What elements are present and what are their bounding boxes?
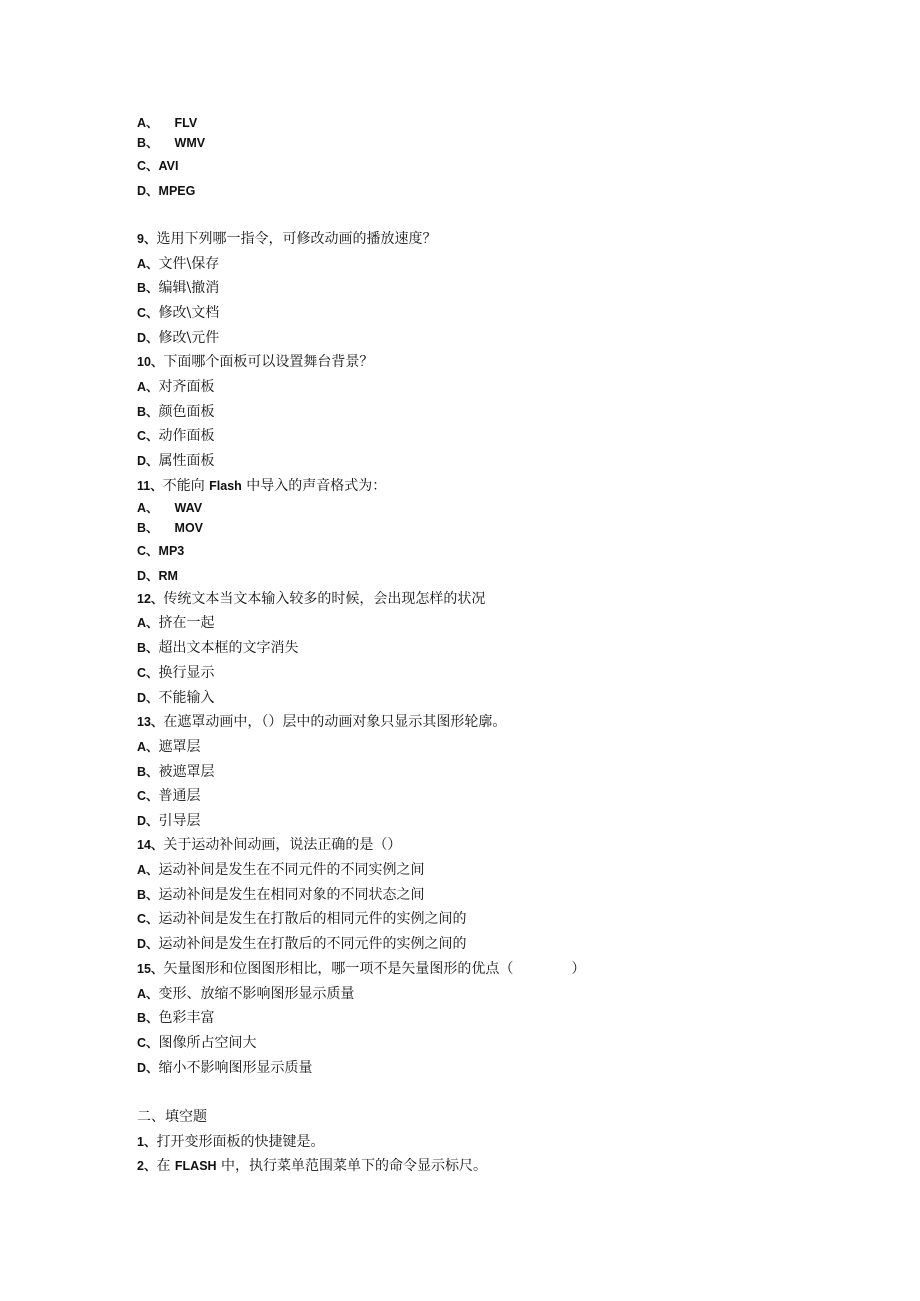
item-key: C、 <box>137 429 159 443</box>
item-key: A、 <box>137 257 159 271</box>
question-line <box>137 1009 215 1027</box>
question-line <box>137 590 485 608</box>
item-text: 超出文本框的文字消失 <box>158 640 299 656</box>
question-line <box>137 157 178 175</box>
item-key: 13、 <box>137 715 164 729</box>
item-text: 挤在一起 <box>158 615 215 631</box>
item-text: 打开变形面板的快捷键是。 <box>156 1134 325 1150</box>
item-text: 动作面板 <box>158 428 215 444</box>
item-text: 色彩丰富 <box>158 1010 215 1026</box>
question-line <box>137 353 373 371</box>
item-text: 普通层 <box>158 788 201 804</box>
question-line <box>137 1059 313 1077</box>
item-key: B、 <box>137 1011 159 1025</box>
item-key: D、 <box>137 331 159 345</box>
item-text: 矢量图形和位图图形相比，哪一项不是矢量图形的优点（ <box>163 961 514 977</box>
question-line <box>137 1034 257 1052</box>
item-text: 属性面板 <box>158 453 215 469</box>
question-line <box>137 114 197 132</box>
item-key: D、 <box>137 1061 159 1075</box>
question-line <box>137 567 178 585</box>
item-text: 运动补间是发生在不同元件的不同实例之间 <box>158 862 425 878</box>
question-line <box>137 304 219 322</box>
item-key: B、 <box>137 521 159 535</box>
item-key: 1、 <box>137 1135 157 1149</box>
question-line <box>137 329 219 347</box>
item-key: C、 <box>137 544 159 558</box>
item-key: D、 <box>137 937 159 951</box>
item-key: A、 <box>137 116 159 130</box>
item-key: C、 <box>137 1036 159 1050</box>
question-line <box>137 738 201 756</box>
question-line <box>137 664 215 682</box>
item-key: C、 <box>137 306 159 320</box>
item-key: C、 <box>137 666 159 680</box>
item-text: 缩小不影响图形显示质量 <box>158 1060 313 1076</box>
item-key: A、 <box>137 616 159 630</box>
item-text: 选用下列哪一指令，可修改动画的播放速度？ <box>156 231 437 247</box>
item-key: 10、 <box>137 355 164 369</box>
question-line <box>137 787 201 805</box>
item-text: 运动补间是发生在打散后的相同元件的实例之间的 <box>158 911 467 927</box>
question-line <box>137 935 467 953</box>
item-text: RM <box>158 569 178 583</box>
closing-paren: ） <box>571 961 586 977</box>
item-key: A、 <box>137 987 159 1001</box>
item-text: FLV <box>174 116 198 130</box>
item-key: D、 <box>137 454 159 468</box>
question-line <box>137 279 219 297</box>
item-key: C、 <box>137 789 159 803</box>
item-text: 图像所占空间大 <box>158 1035 257 1051</box>
item-text: MOV <box>174 521 204 535</box>
item-text: 运动补间是发生在打散后的不同元件的实例之间的 <box>158 936 467 952</box>
item-text: 二、填空题 <box>137 1109 207 1125</box>
item-key: D、 <box>137 184 159 198</box>
question-line <box>137 985 355 1003</box>
question-line <box>137 960 585 978</box>
item-text: 文件\保存 <box>158 256 220 272</box>
item-key: D、 <box>137 569 159 583</box>
item-text: WAV <box>174 501 203 515</box>
question-line <box>137 499 202 517</box>
item-text: 关于运动补间动画，说法正确的是（） <box>163 837 402 853</box>
item-key: D、 <box>137 814 159 828</box>
item-key: B、 <box>137 641 159 655</box>
question-line <box>137 614 215 632</box>
item-key: B、 <box>137 765 159 779</box>
item-key: 11、 <box>137 479 163 493</box>
item-text: MPEG <box>158 184 196 198</box>
question-line <box>137 452 215 470</box>
item-key: D、 <box>137 691 159 705</box>
item-key: B、 <box>137 888 159 902</box>
question-line <box>137 713 506 731</box>
item-text: 被遮罩层 <box>158 764 215 780</box>
item-text: 换行显示 <box>158 665 215 681</box>
item-key: 2、 <box>137 1159 157 1173</box>
question-line <box>137 763 215 781</box>
question-line <box>137 689 215 707</box>
question-line <box>137 910 467 928</box>
question-line <box>137 812 201 830</box>
item-text: 引导层 <box>158 813 201 829</box>
question-line <box>137 519 203 537</box>
question-line <box>137 403 215 421</box>
item-key: A、 <box>137 740 159 754</box>
question-line <box>137 477 386 495</box>
item-text: MP3 <box>158 544 185 558</box>
question-line <box>137 182 195 200</box>
question-line <box>137 542 184 560</box>
question-line <box>137 836 401 854</box>
item-key: C、 <box>137 159 159 173</box>
item-text: 不能向 Flash 中导入的声音格式为： <box>162 478 387 494</box>
item-key: 12、 <box>137 592 164 606</box>
item-text: 在 FLASH 中，执行菜单范围菜单下的命令显示标尺。 <box>156 1158 488 1174</box>
item-text: 传统文本当文本输入较多的时候，会出现怎样的状况 <box>163 591 486 607</box>
item-text: 编辑\撤消 <box>158 280 220 296</box>
question-line <box>137 1157 487 1175</box>
item-text: 运动补间是发生在相同对象的不同状态之间 <box>158 887 425 903</box>
item-key: B、 <box>137 136 159 150</box>
item-text: 下面哪个面板可以设置舞台背景？ <box>163 354 374 370</box>
item-text: 变形、放缩不影响图形显示质量 <box>158 986 355 1002</box>
item-text: 遮罩层 <box>158 739 201 755</box>
question-line <box>137 230 436 248</box>
item-text: WMV <box>174 136 206 150</box>
item-key: C、 <box>137 912 159 926</box>
item-text: 修改\文档 <box>158 305 220 321</box>
item-key: 14、 <box>137 838 164 852</box>
question-line <box>137 378 215 396</box>
item-key: B、 <box>137 281 159 295</box>
item-key: A、 <box>137 380 159 394</box>
item-text: AVI <box>158 159 179 173</box>
item-text: 对齐面板 <box>158 379 215 395</box>
item-key: B、 <box>137 405 159 419</box>
question-line <box>137 134 205 152</box>
section-heading <box>137 1108 207 1126</box>
item-text: 在遮罩动画中，（）层中的动画对象只显示其图形轮廓。 <box>163 714 507 730</box>
question-line <box>137 255 219 273</box>
question-line <box>137 886 425 904</box>
item-text: 修改\元件 <box>158 330 220 346</box>
item-key: 15、 <box>137 962 164 976</box>
item-text: 不能输入 <box>158 690 215 706</box>
question-line <box>137 861 425 879</box>
item-key: A、 <box>137 501 159 515</box>
question-line <box>137 427 215 445</box>
item-key: 9、 <box>137 232 157 246</box>
item-text: 颜色面板 <box>158 404 215 420</box>
question-line <box>137 1133 324 1151</box>
question-line <box>137 639 299 657</box>
item-key: A、 <box>137 863 159 877</box>
